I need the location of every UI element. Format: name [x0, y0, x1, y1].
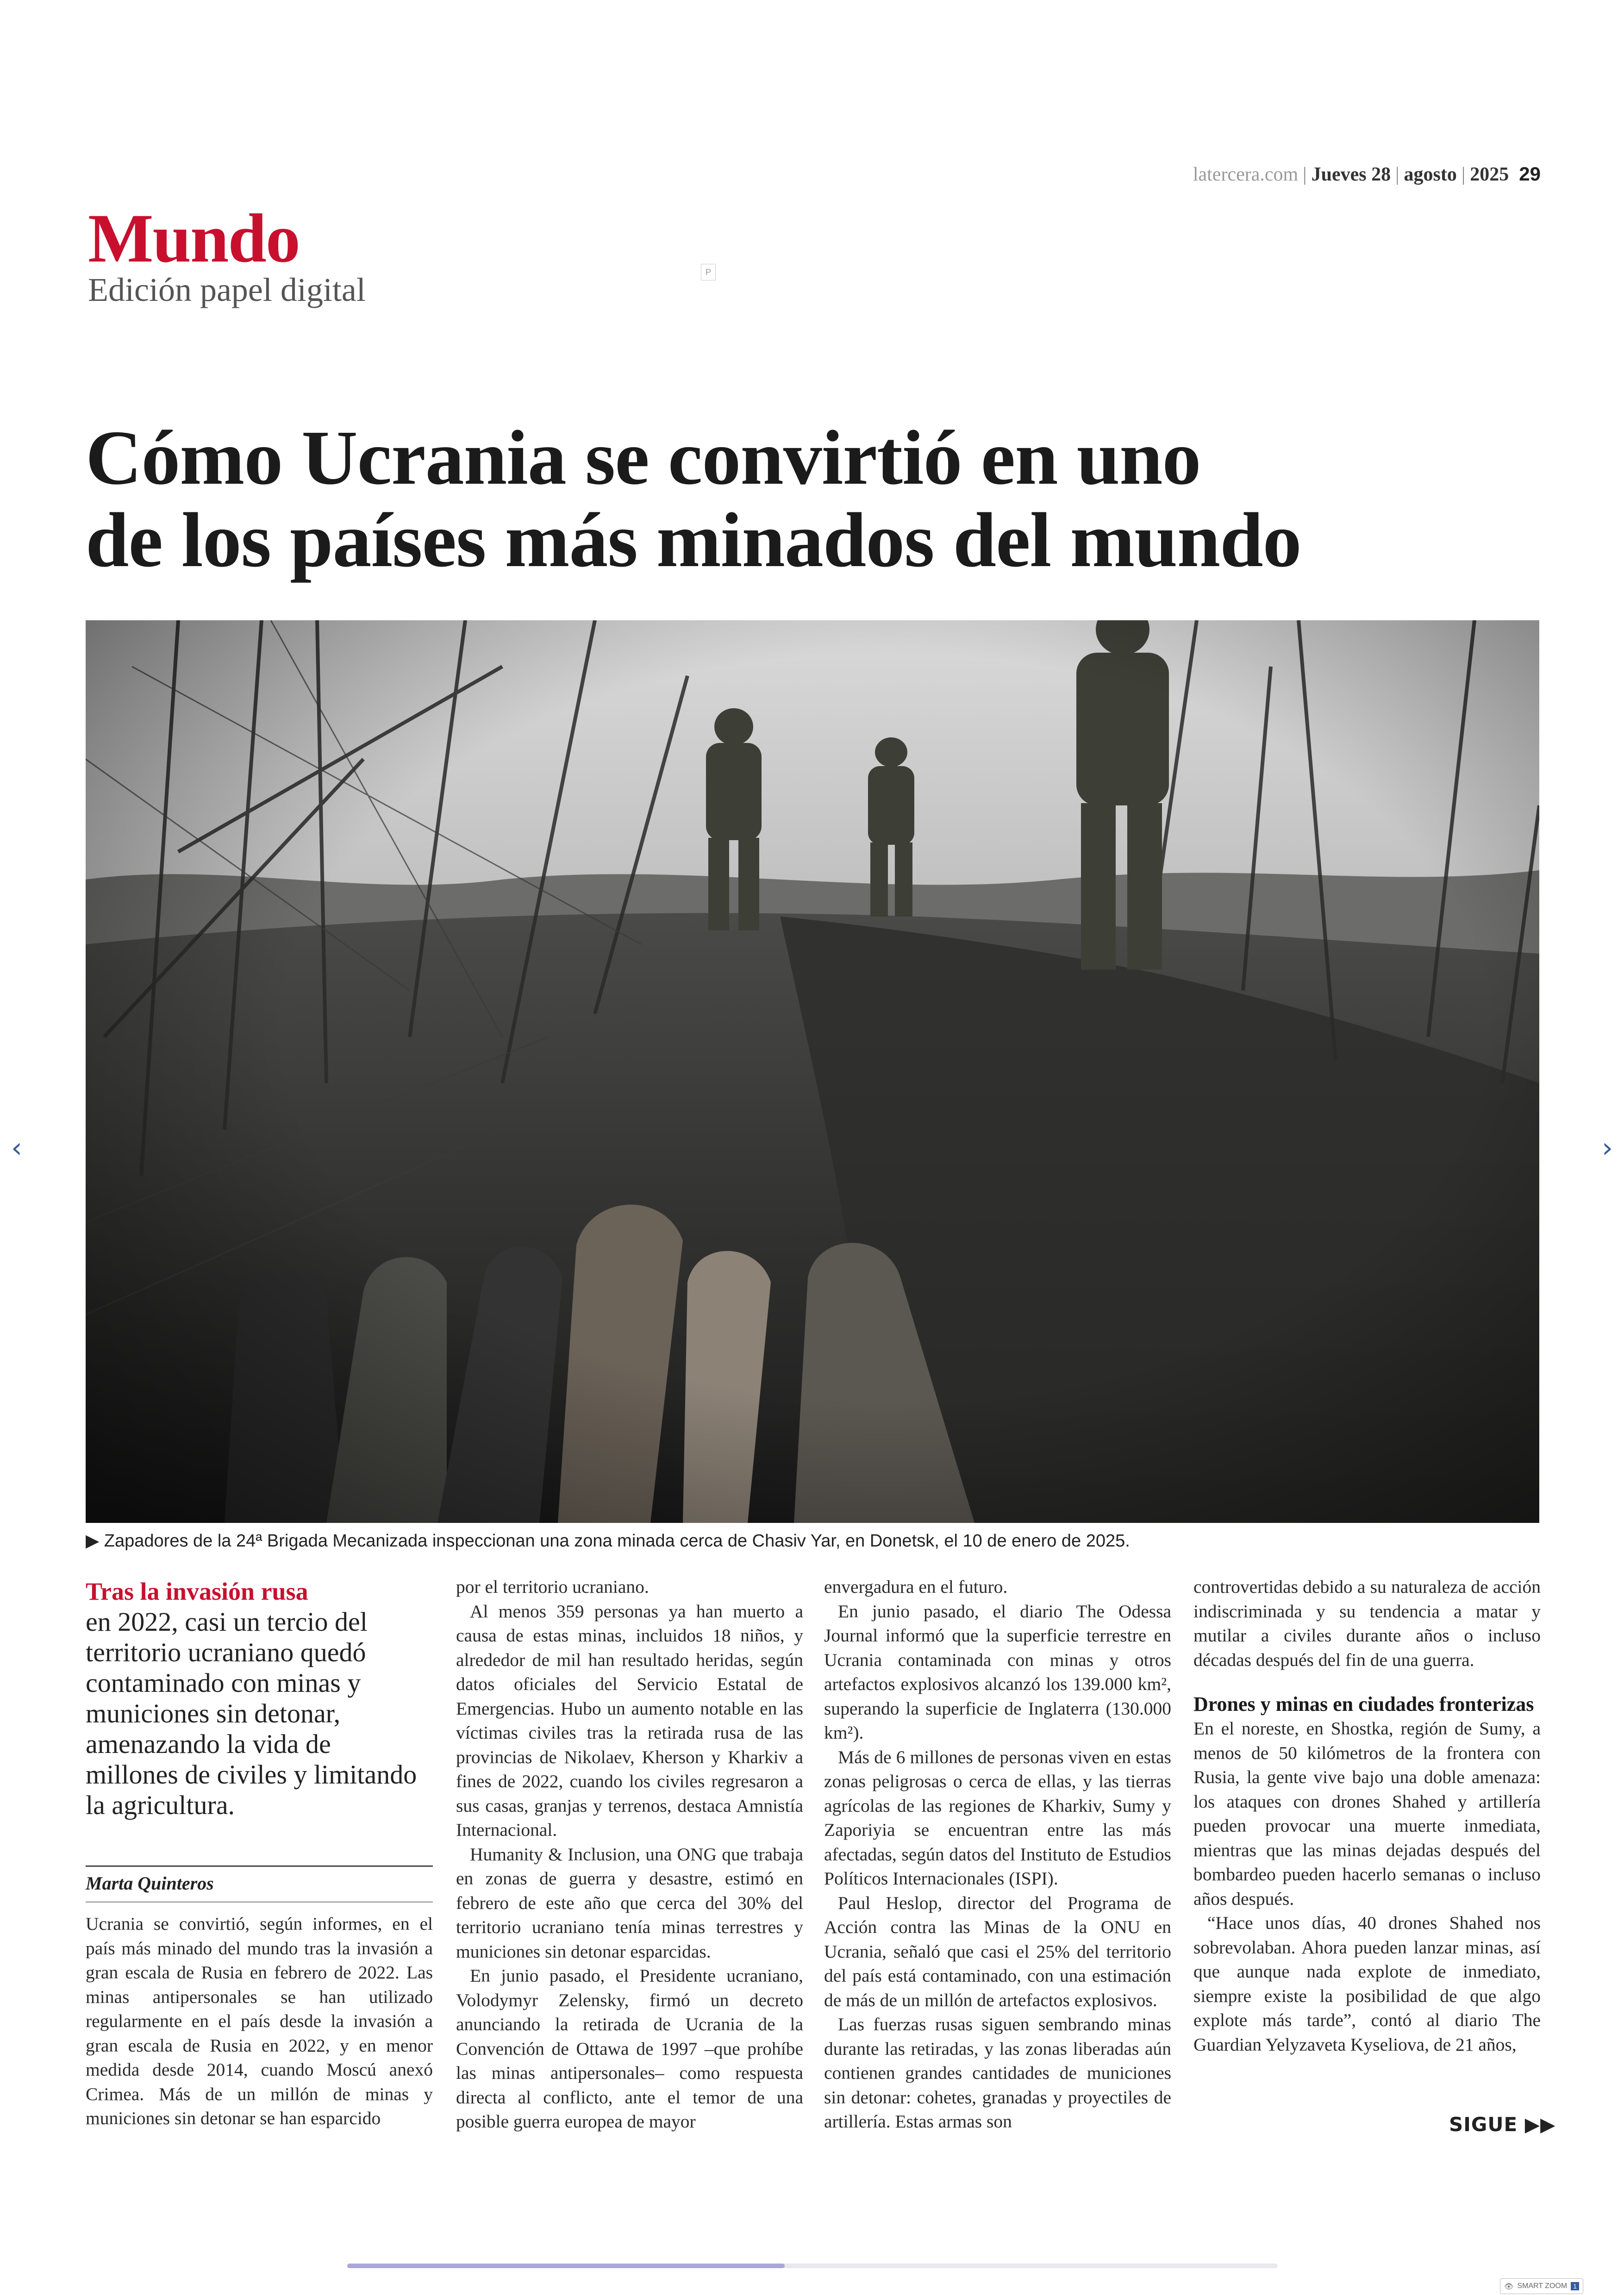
site-name[interactable]: latercera.com — [1193, 164, 1299, 185]
lead-text: en 2022, casi un tercio del territorio ucraniano quedó contaminado con minas y municiones sin detonar, amenazando la vida de millones de civiles y limitando la agricultura. — [86, 1607, 417, 1820]
smart-zoom-label: SMART ZOOM — [1517, 2282, 1568, 2290]
paragraph: Humanity & Inclusion, una ONG que trabaja en zonas de guerra y desastre, estimó en febrero de este año que cerca del 30% del territorio ucraniano tenía minas terrestres y municiones sin detonar esparcidas. — [456, 1844, 803, 1962]
previous-page-icon[interactable]: ‹ — [11, 1132, 22, 1164]
paragraph: envergadura en el futuro. — [824, 1577, 1008, 1597]
header-month: agosto — [1404, 164, 1457, 185]
paragraph: Paul Heslop, director del Programa de Acción contra las Minas de la ONU en Ucrania, señaló que casi el 25% del territorio del país está contaminado, con una estimación de más de un millón de artefactos explosivos. — [824, 1892, 1171, 2010]
photo-scene — [86, 620, 1539, 1523]
paragraph: Ucrania se convirtió, según informes, en el país más minado del mundo tras la invasión a gran escala de Rusia en febrero de 2022. Las minas antipersonales se han utilizado regularmente en el país desde la invasión a gran escala de Rusia en 2022, y en menor medida desde 2014, cuando Moscú anexó Crimea. Más de un millón de minas y municiones sin detonar se han esparcido — [86, 1914, 433, 2128]
article-column-3 — [824, 1575, 1171, 2134]
eye-icon: 👁 — [1504, 2282, 1514, 2291]
section-title: Mundo — [88, 200, 300, 277]
photo-caption — [86, 1530, 1130, 1551]
reading-progress-fill — [347, 2264, 785, 2268]
paragraph: Al menos 359 personas ya han muerto a causa de estas minas, incluidos 18 niños, y alrededor de mil han resultado heridas, según datos oficiales del Servicio Estatal de Emergencias. Hubo un aumento notable en las víctimas civiles tras la retirada rusa de las provincias de Nikolaev, Kherson y Kharkiv a fines de 2022, cuando los civiles regresaron a sus casas, granjas y terrenos, destaca Amnistía Internacional. — [456, 1601, 803, 1840]
next-page-icon[interactable]: › — [1602, 1132, 1613, 1164]
section-subtitle: Edición papel digital — [88, 271, 366, 308]
lead-kicker: Tras la invasión rusa — [86, 1578, 308, 1605]
header-weekday: Jueves 28 — [1311, 164, 1391, 185]
paragraph: Más de 6 millones de personas viven en estas zonas peligrosas o cerca de ellas, y las tierras agrícolas de las regiones de Kharkiv, Sumy y Zaporiyia se encuentran entre las más afectadas, según datos del Instituto de Estudios Políticos Internacionales (ISPI). — [824, 1746, 1171, 1889]
caption-text: Zapadores de la 24ª Brigada Mecanizada inspeccionan una zona minada cerca de Chasiv Yar, en Donetsk, el 10 de enero de 2025. — [104, 1531, 1130, 1551]
paragraph: En junio pasado, el diario The Odessa Journal informó que la superficie terrestre en Ucrania contaminada con minas y otros artefactos explosivos alcanzó los 139.000 km², superando la superficie de Inglaterra (130.000 km²). — [824, 1601, 1171, 1743]
article-column-1 — [86, 1912, 433, 2131]
paragraph: En junio pasado, el Presidente ucraniano, Volodymyr Zelensky, firmó un decreto anunciando la retirada de Ucrania de la Convención de Ottawa de 1997 –que prohíbe las minas antipersonales– como respuesta directa al conflicto, ante el temor de una posible guerra europea de mayor — [456, 1965, 803, 2132]
paragraph: controvertidas debido a su naturaleza de acción indiscriminada y su tendencia a matar y mutilar a civiles durante años o incluso décadas después del fin de una guerra. — [1193, 1577, 1541, 1670]
paragraph: por el territorio ucraniano. — [456, 1577, 649, 1597]
article-column-4 — [1193, 1575, 1541, 2057]
headline — [86, 417, 1544, 581]
subheading: Drones y minas en ciudades fronterizas — [1193, 1693, 1534, 1715]
article-column-2 — [456, 1575, 803, 2134]
byline-divider — [86, 1865, 433, 1867]
caption-triangle-icon: ▶ — [86, 1530, 100, 1551]
ad-marker[interactable]: P — [701, 264, 716, 281]
header-meta: latercera.com | Jueves 28 | agosto | 2025 29 — [1193, 163, 1541, 185]
paragraph: Las fuerzas rusas siguen sembrando minas durante las retiradas, y las zonas liberadas aún contienen grandes cantidades de municiones sin detonar: cohetes, granadas y proyectiles de artillería. Estas armas son — [824, 2014, 1171, 2132]
header-year: 2025 — [1470, 164, 1509, 185]
paragraph: “Hace unos días, 40 drones Shahed nos sobrevolaban. Ahora pueden lanzar minas, así que aunque nada explote de inmediato, siempre existe la posibilidad de que algo explote más tarde”, contó al diario The Guardian Yelyzaveta Kyseliova, de 21 años, — [1193, 1913, 1541, 2055]
headline-line-2: de los países más minados del mundo — [86, 497, 1301, 583]
page-number: 29 — [1519, 163, 1541, 185]
paragraph: En el noreste, en Shostka, región de Sumy, a menos de 50 kilómetros de la frontera con Rusia, la gente vive bajo una doble amenaza: los ataques con drones Shahed y artillería pueden provocar una muerte inmediata, mientras que las minas dejadas después del bombardeo pueden hacerlo semanas o incluso años después. — [1193, 1718, 1541, 1909]
byline: Marta Quinteros — [86, 1873, 214, 1894]
continue-label[interactable]: SIGUE ▶▶ — [1449, 2113, 1556, 2136]
smart-zoom-button[interactable] — [1500, 2278, 1583, 2294]
article-photo — [86, 620, 1539, 1523]
headline-line-1: Cómo Ucrania se convirtió en uno — [86, 415, 1201, 501]
smart-zoom-count: 1 — [1571, 2282, 1579, 2290]
